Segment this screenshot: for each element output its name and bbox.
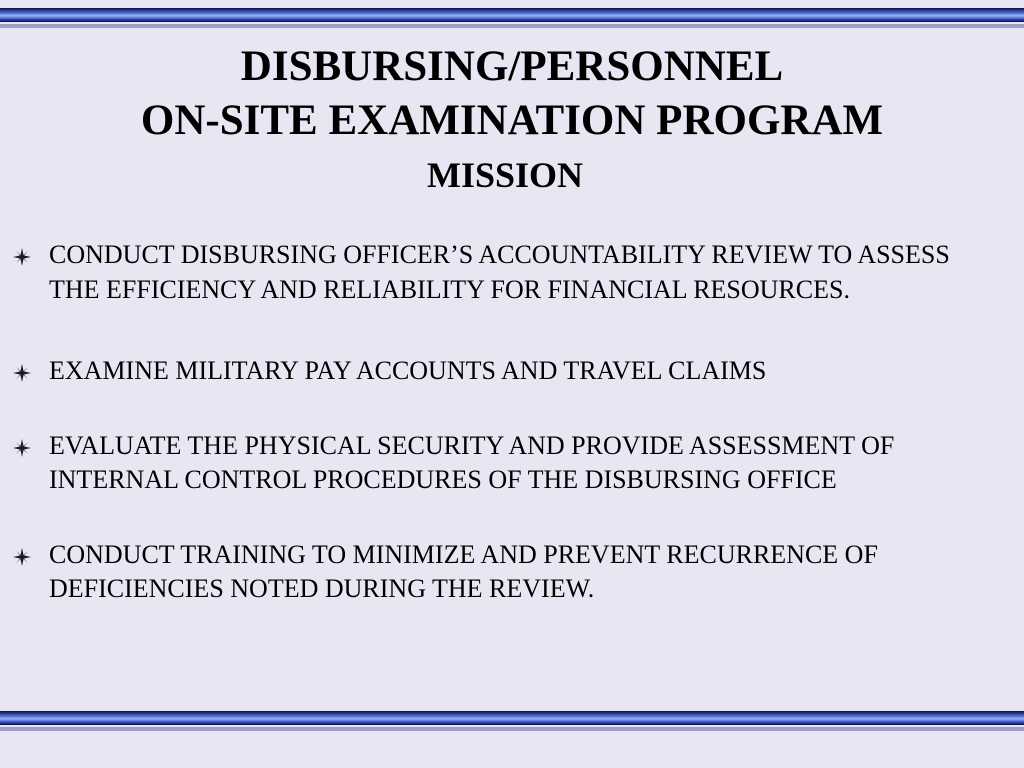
four-point-star-icon [12,363,32,383]
bullet-text: EXAMINE MILITARY PAY ACCOUNTS AND TRAVEL CLAIMS [49,356,767,385]
bullet-item [0,429,1024,498]
title-line-2: ON-SITE EXAMINATION PROGRAM [140,97,884,144]
bottom-decorative-bar [0,711,1024,725]
title-line-1: DISBURSING/PERSONNEL [240,43,784,90]
four-point-star-icon [12,247,32,267]
four-point-star-icon [12,547,32,567]
top-decorative-bar [0,8,1024,22]
slide-subtitle: MISSION [426,155,584,195]
four-point-star-icon [12,438,32,458]
bullet-item [0,538,1024,607]
bullet-text: EVALUATE THE PHYSICAL SECURITY AND PROVIDE ASSESSMENT OF INTERNAL CONTROL PROCEDURES OF THE DISBURSING OFFICE [49,430,895,494]
bullet-list [0,236,1024,607]
slide-title [0,40,1024,148]
bullet-text: CONDUCT TRAINING TO MINIMIZE AND PREVENT RECURRENCE OF DEFICIENCIES NOTED DURING THE REVIEW. [49,539,878,603]
bullet-item [0,238,1024,307]
bullet-text: CONDUCT DISBURSING OFFICER’S ACCOUNTABILITY REVIEW TO ASSESS THE EFFICIENCY AND RELIABILITY FOR FINANCIAL RESOURCES. [49,240,950,304]
bullet-item [0,354,1024,389]
